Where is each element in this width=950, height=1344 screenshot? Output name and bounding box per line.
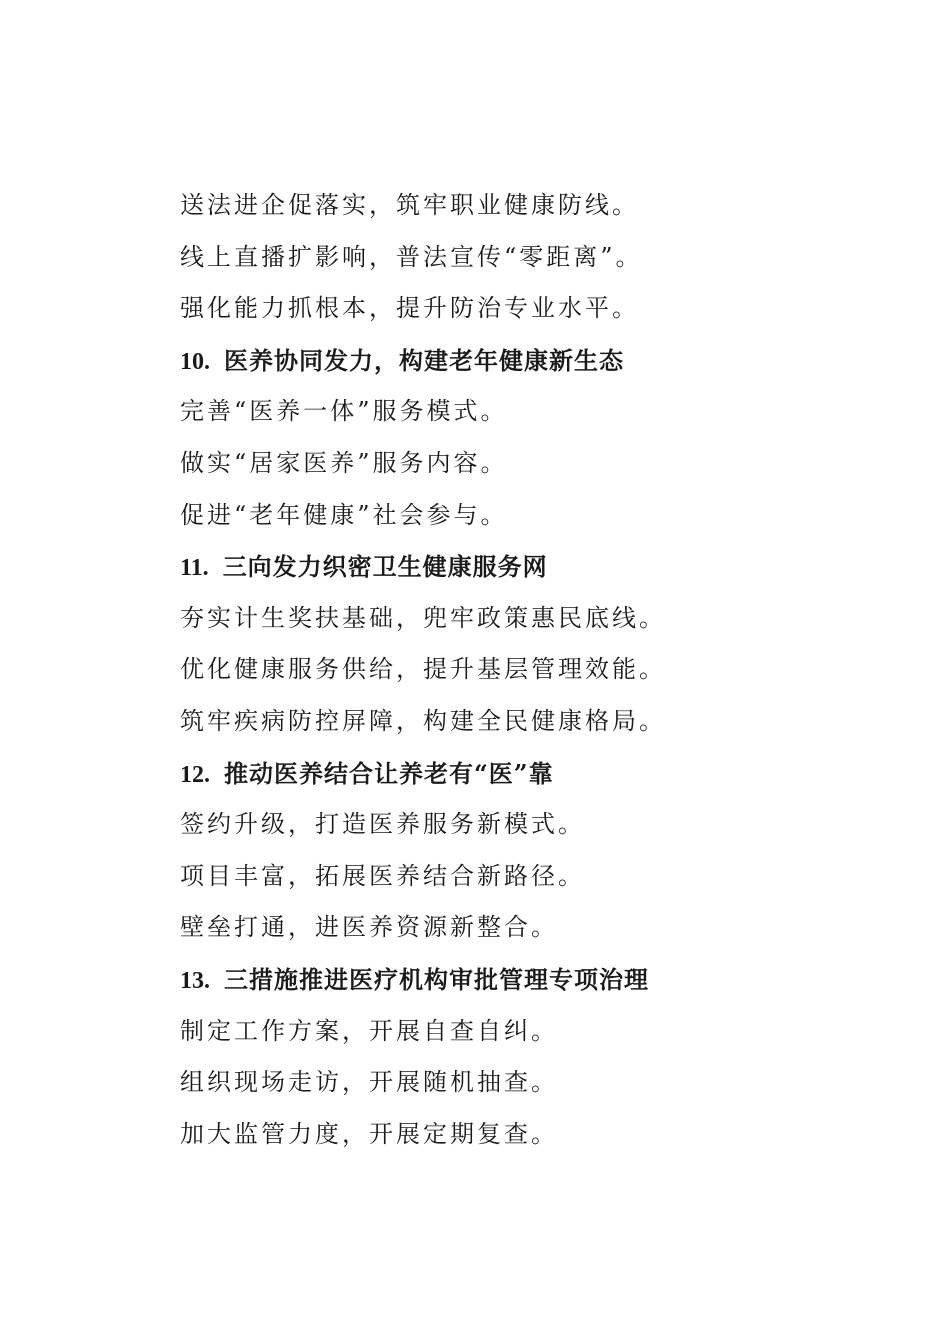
body-line: 组织现场走访，开展随机抽查。 bbox=[180, 1068, 558, 1097]
section-heading bbox=[180, 748, 880, 800]
body-line: 筑牢疾病防控屏障，构建全民健康格局。 bbox=[180, 706, 666, 735]
body-line: 加大监管力度，开展定期复查。 bbox=[180, 1119, 558, 1148]
body-line: 项目丰富，拓展医养结合新路径。 bbox=[180, 861, 585, 890]
section-number: 12. bbox=[180, 761, 210, 788]
section-title: 三向发力织密卫生健康服务网 bbox=[222, 552, 548, 582]
body-line: 夯实计生奖扶基础，兜牢政策惠民底线。 bbox=[180, 603, 666, 632]
section-heading bbox=[180, 335, 880, 387]
body-line: 送法进企促落实，筑牢职业健康防线。 bbox=[180, 191, 639, 219]
document-body bbox=[180, 180, 880, 1160]
section-title: 推动医养结合让养老有“医”靠 bbox=[224, 758, 554, 788]
section-heading bbox=[180, 541, 880, 593]
section-title: 医养协同发力，构建老年健康新生态 bbox=[224, 345, 624, 375]
body-line: 强化能力抓根本，提升防治专业水平。 bbox=[180, 294, 639, 323]
body-line: 完善“医养一体”服务模式。 bbox=[180, 397, 508, 426]
section-number: 13. bbox=[180, 967, 210, 994]
section-heading bbox=[180, 954, 880, 1006]
section-number: 10. bbox=[180, 348, 210, 375]
body-line: 线上直播扩影响，普法宣传“零距离”。 bbox=[180, 242, 643, 271]
body-line: 制定工作方案，开展自查自纠。 bbox=[180, 1016, 558, 1045]
body-line: 壁垒打通，进医养资源新整合。 bbox=[180, 913, 558, 942]
body-line: 优化健康服务供给，提升基层管理效能。 bbox=[180, 655, 666, 684]
body-line: 促进“老年健康”社会参与。 bbox=[180, 500, 508, 529]
section-title: 三措施推进医疗机构审批管理专项治理 bbox=[224, 964, 649, 994]
body-line: 做实“居家医养”服务内容。 bbox=[180, 448, 508, 477]
section-number: 11. bbox=[180, 555, 209, 582]
body-line: 签约升级，打造医养服务新模式。 bbox=[180, 810, 585, 839]
